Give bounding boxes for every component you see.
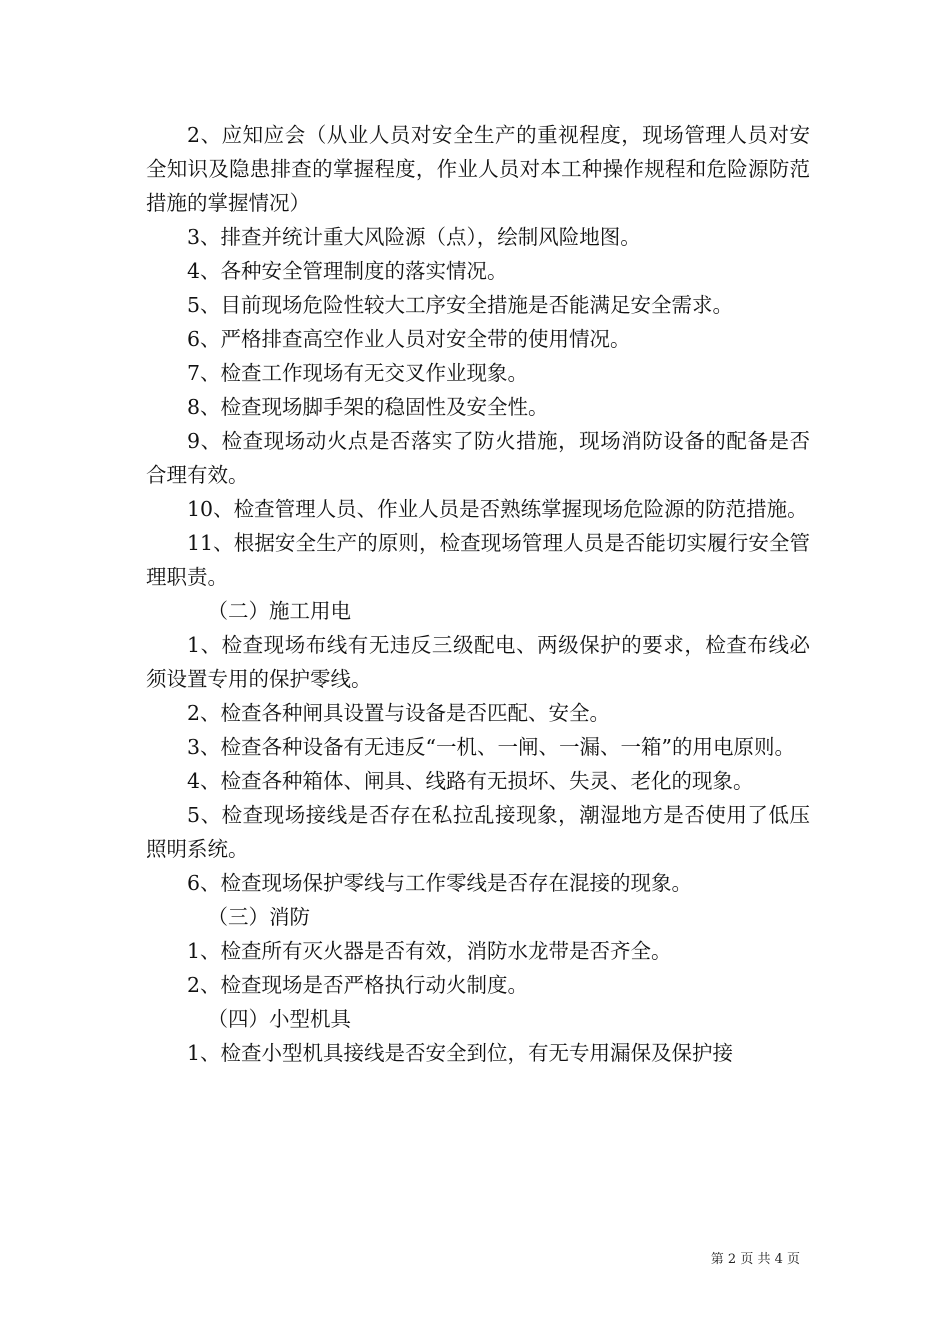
paragraph: 10、检查管理人员、作业人员是否熟练掌握现场危险源的防范措施。 [187, 497, 808, 521]
paragraph: 3、排查并统计重大风险源（点），绘制风险地图。 [187, 225, 641, 249]
body-text [146, 118, 810, 1070]
paragraph: 11、根据安全生产的原则，检查现场管理人员是否能切实履行安全管理职责。 [146, 531, 810, 589]
paragraph: 2、检查各种闸具设置与设备是否匹配、安全。 [187, 701, 611, 725]
paragraph: 6、检查现场保护零线与工作零线是否存在混接的现象。 [187, 871, 693, 895]
paragraph: 1、检查小型机具接线是否安全到位，有无专用漏保及保护接 [187, 1041, 734, 1065]
page-number: 第 2 页 共 4 页 [710, 1252, 800, 1267]
paragraph: 2、应知应会（从业人员对安全生产的重视程度，现场管理人员对安全知识及隐患排查的掌握程度，作业人员对本工种操作规程和危险源防范措施的掌握情况） [146, 123, 810, 215]
paragraph: 1、检查所有灭火器是否有效，消防水龙带是否齐全。 [187, 939, 672, 963]
paragraph: 1、检查现场布线有无违反三级配电、两级保护的要求，检查布线必须设置专用的保护零线。 [146, 633, 810, 691]
section-heading: （二）施工用电 [207, 599, 351, 623]
paragraph: 4、各种安全管理制度的落实情况。 [187, 259, 508, 283]
paragraph: 2、检查现场是否严格执行动火制度。 [187, 973, 529, 997]
paragraph: 5、检查现场接线是否存在私拉乱接现象，潮湿地方是否使用了低压照明系统。 [146, 803, 810, 861]
section-heading: （三）消防 [207, 905, 310, 929]
paragraph: 9、检查现场动火点是否落实了防火措施，现场消防设备的配备是否合理有效。 [146, 429, 810, 487]
paragraph: 7、检查工作现场有无交叉作业现象。 [187, 361, 529, 385]
paragraph: 8、检查现场脚手架的稳固性及安全性。 [187, 395, 549, 419]
paragraph: 6、严格排查高空作业人员对安全带的使用情况。 [187, 327, 631, 351]
paragraph: 5、目前现场危险性较大工序安全措施是否能满足安全需求。 [187, 293, 734, 317]
section-heading: （四）小型机具 [207, 1007, 351, 1031]
paragraph: 4、检查各种箱体、闸具、线路有无损坏、失灵、老化的现象。 [187, 769, 754, 793]
paragraph: 3、检查各种设备有无违反“一机、一闸、一漏、一箱”的用电原则。 [187, 735, 796, 759]
